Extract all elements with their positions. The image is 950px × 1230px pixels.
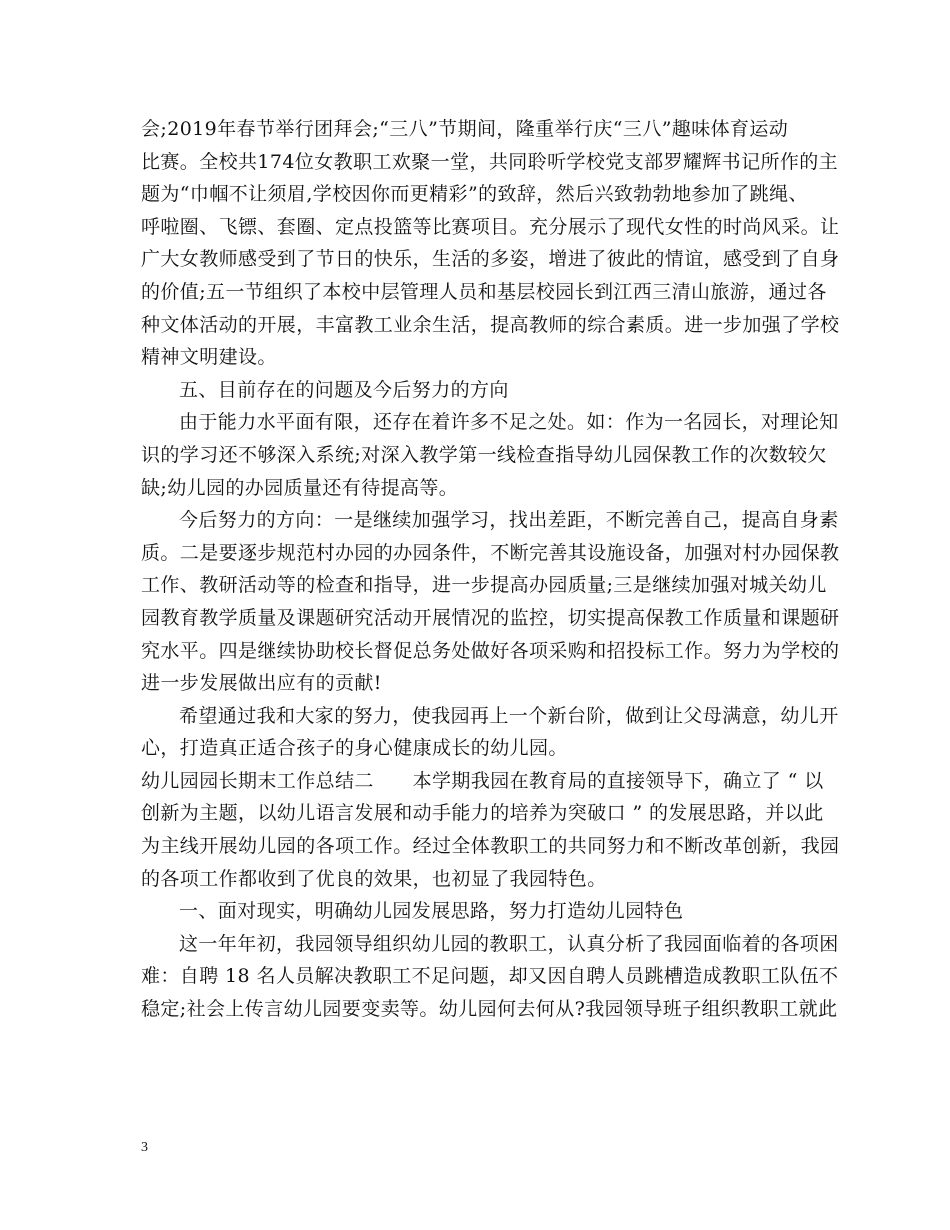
body-text <box>141 113 840 1026</box>
section-heading: 五、目前存在的问题及今后努力的方向 <box>179 378 509 401</box>
text-line: 心，打造真正适合孩子的身心健康成长的幼儿园。 <box>141 737 568 760</box>
text-line: 园教育教学质量及课题研究活动开展情况的监控，切实提高保教工作质量和课题研 <box>141 606 840 629</box>
text-line: 今后努力的方向：一是继续加强学习，找出差距，不断完善自己，提高自身素 <box>179 509 839 532</box>
text-line: 呼啦圈、飞镖、套圈、定点投篮等比赛项目。充分展示了现代女性的时尚风采。让 <box>141 215 840 238</box>
text-line: 的价值;五一节组织了本校中层管理人员和基层校园长到江西三清山旅游，通过各 <box>141 280 827 303</box>
text-line: 由于能力水平面有限，还存在着许多不足之处。如：作为一名园长，对理论知 <box>179 411 839 434</box>
text-line: 种文体活动的开展，丰富教工业余生活，提高教师的综合素质。进一步加强了学校 <box>141 313 840 336</box>
text-line: 希望通过我和大家的努力，使我园再上一个新台阶，做到让父母满意，幼儿开 <box>179 704 839 727</box>
page-number: 3 <box>141 1140 148 1155</box>
text-line: 会;2019年春节举行团拜会;“三八”节期间，隆重举行庆“三八”趣味体育运动 <box>141 118 789 140</box>
text-line: 比赛。全校共174位女教职工欢聚一堂，共同聆听学校党支部罗耀辉书记所作的主 <box>141 150 839 173</box>
text-line: 幼儿园园长期末工作总结二 本学期我园在教育局的直接领导下，确立了 “ 以 <box>141 769 824 792</box>
text-line: 究水平。四是继续协助校长督促总务处做好各项采购和招投标工作。努力为学校的 <box>141 639 840 662</box>
text-line: 精神文明建设。 <box>141 346 277 369</box>
text-line: 难：自聘 18 名人员解决教职工不足问题，却又因自聘人员跳槽造成教职工队伍不 <box>141 965 839 988</box>
text-line: 质。二是要逐步规范村办园的办园条件，不断完善其设施设备，加强对村办园保教 <box>141 541 840 564</box>
text-line: 创新为主题，以幼儿语言发展和动手能力的培养为突破口 ” 的发展思路，并以此 <box>141 802 824 825</box>
text-line: 为主线开展幼儿园的各项工作。经过全体教职工的共同努力和不断改革创新，我园 <box>141 835 840 858</box>
text-line: 缺;幼儿园的办园质量还有待提高等。 <box>141 476 459 499</box>
text-line: 进一步发展做出应有的贡献! <box>141 672 382 695</box>
section-heading: 一、面对现实，明确幼儿园发展思路，努力打造幼儿园特色 <box>179 900 684 923</box>
text-line: 的各项工作都收到了优良的效果，也初显了我园特色。 <box>141 867 607 890</box>
text-line: 工作、教研活动等的检查和指导，进一步提高办园质量;三是继续加强对城关幼儿 <box>141 574 827 597</box>
text-line: 稳定;社会上传言幼儿园要变卖等。幼儿园何去何从?我园领导班子组织教职工就此 <box>141 998 838 1021</box>
text-line: 这一年年初，我园领导组织幼儿园的教职工，认真分析了我园面临着的各项困 <box>179 932 839 955</box>
text-line: 识的学习还不够深入系统;对深入教学第一线检查指导幼儿园保教工作的次数较欠 <box>141 443 827 466</box>
text-line: 题为“巾帼不让须眉,学校因你而更精彩”的致辞，然后兴致勃勃地参加了跳绳、 <box>141 183 808 206</box>
text-line: 广大女教师感受到了节日的快乐，生活的多姿，增进了彼此的情谊，感受到了自身 <box>141 248 840 271</box>
